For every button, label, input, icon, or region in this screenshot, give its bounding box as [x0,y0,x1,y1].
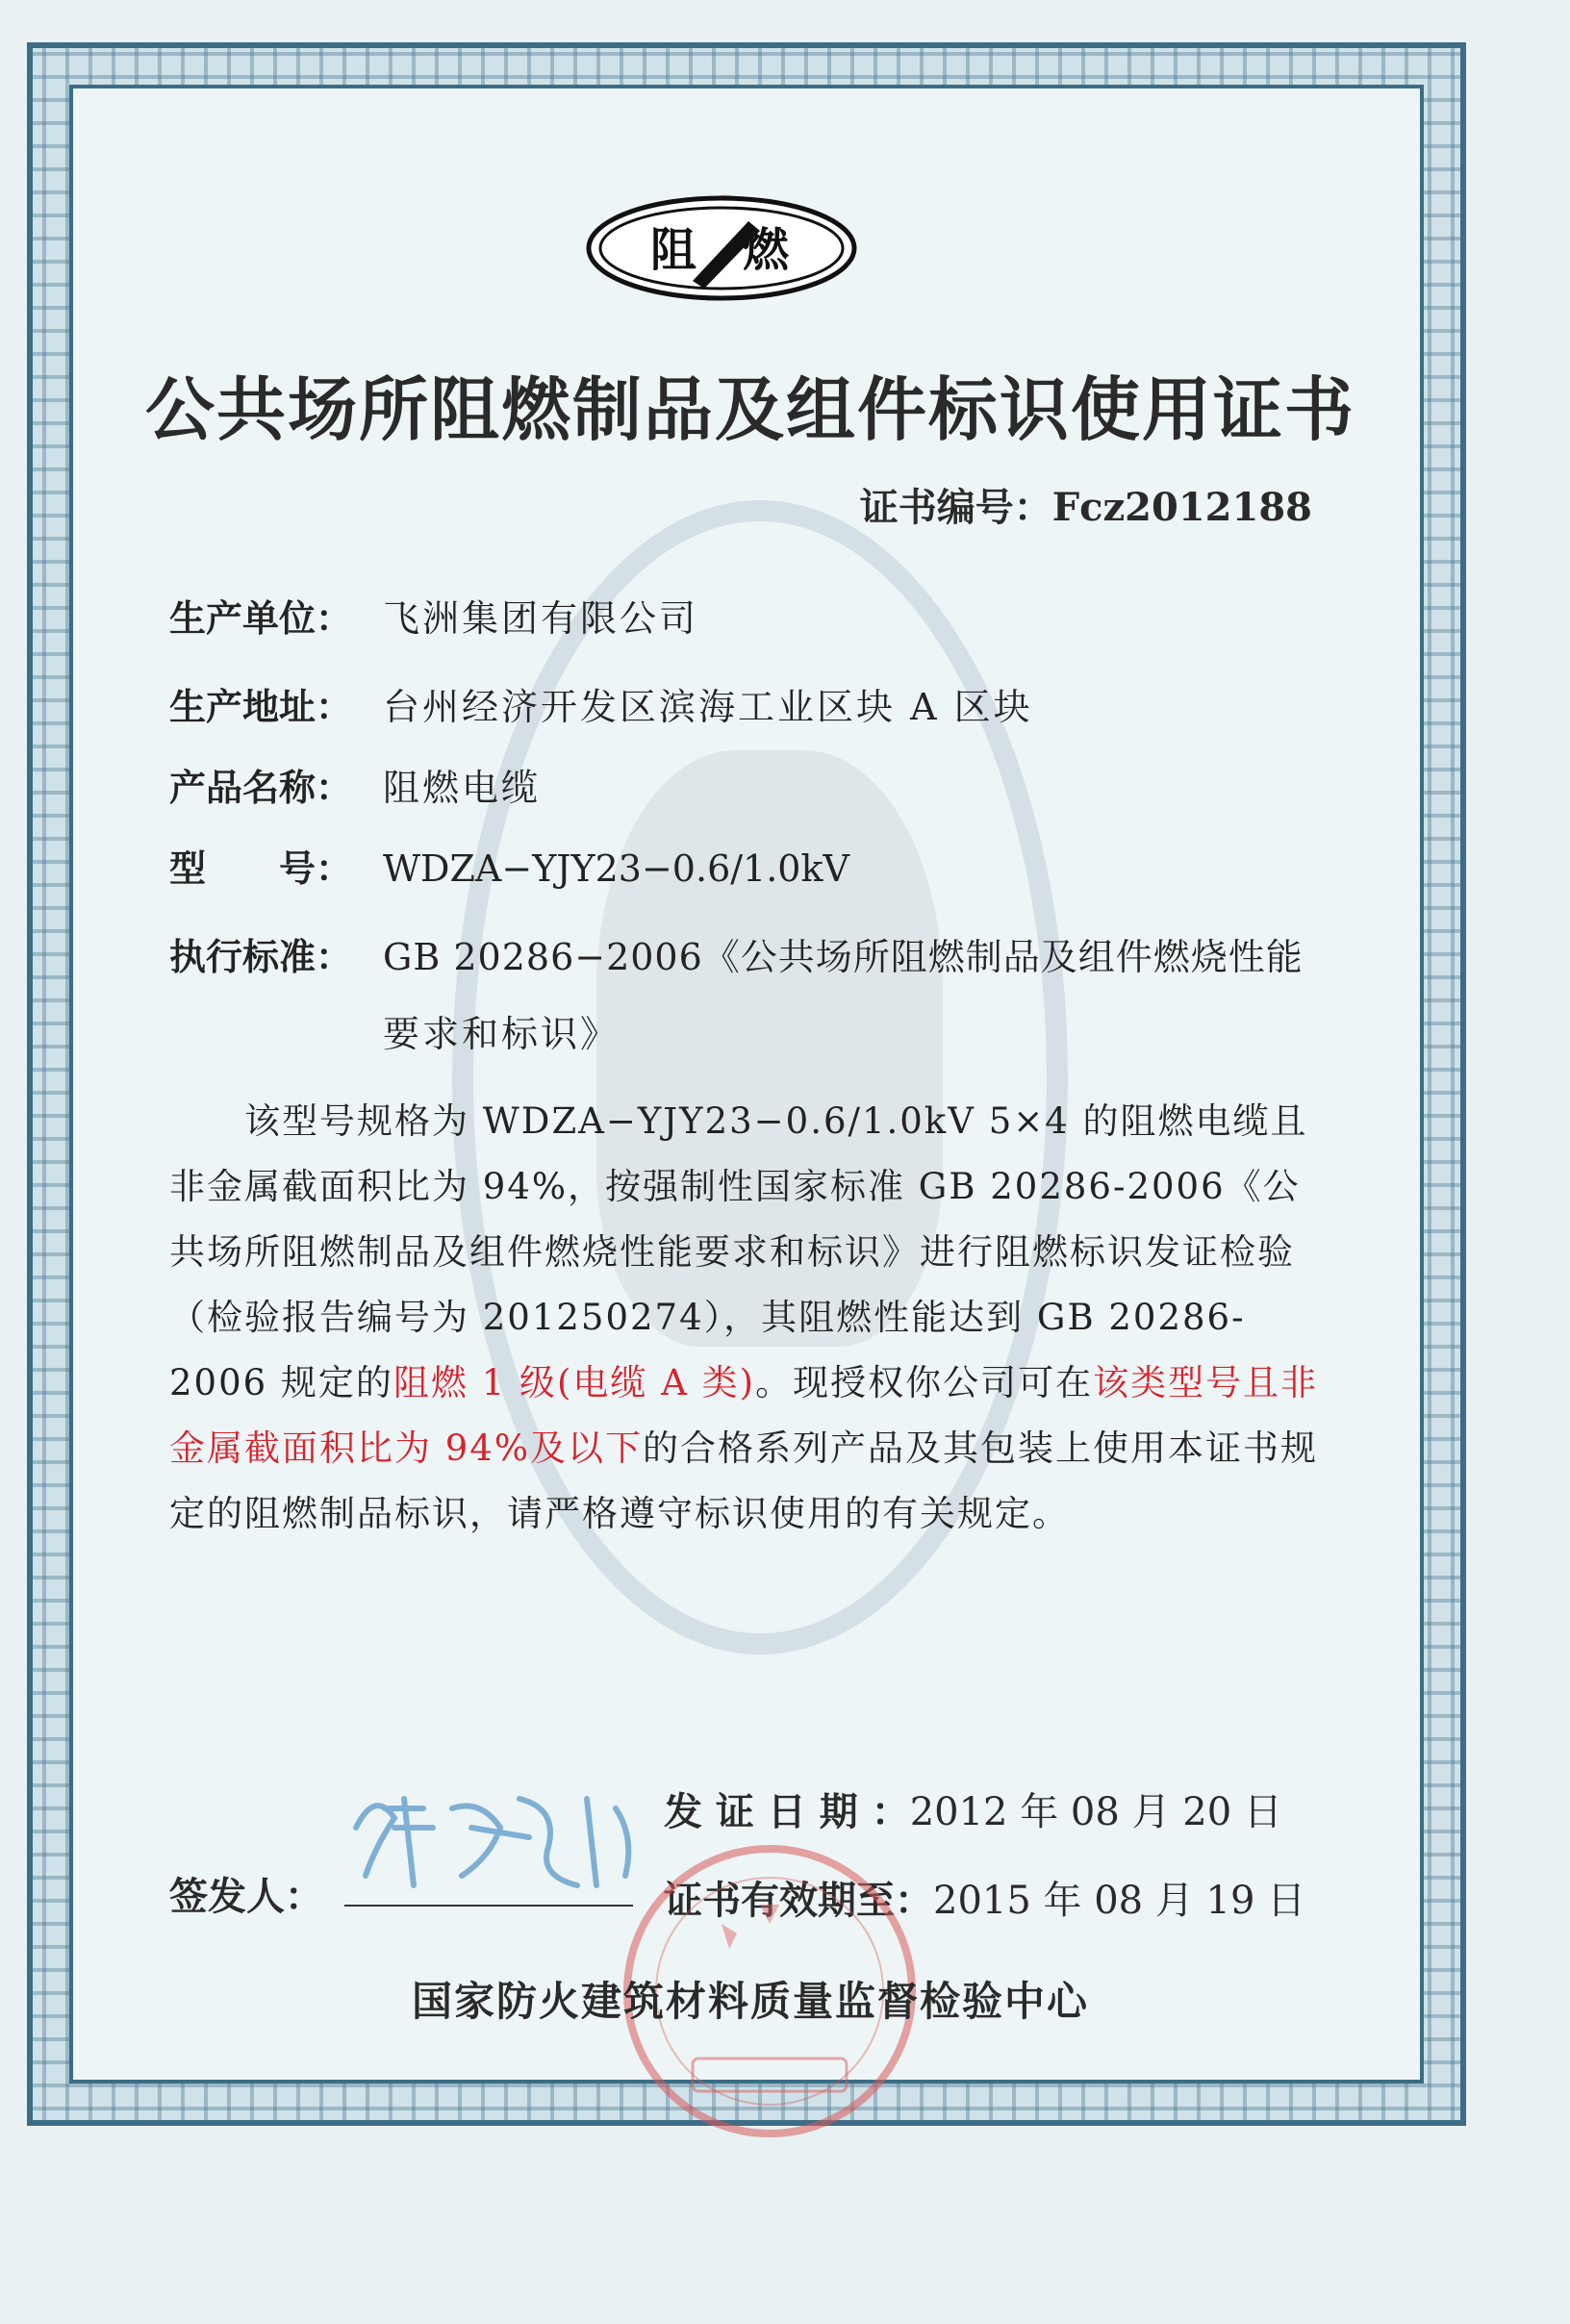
handwritten-signature [337,1770,654,1905]
field-standard [169,927,1304,980]
page-title: 公共场所阻燃制品及组件标识使用证书 [144,368,1355,450]
svg-text:燃: 燃 [742,223,790,277]
field-value-continued: 要求和标识》 [383,1013,620,1055]
field-label: 产品名称： [169,766,353,809]
body-text-3: 的合格系列产品及其包装上使用本证书规定的阻燃制品标识，请严格遵守标识使用的有关规定。 [169,1427,1318,1534]
valid-until-label: 证书有效期至： [664,1878,933,1923]
body-highlight-scope: 该类型号且非金属截面积比为 94%及以下 [169,1362,1319,1469]
field-standard-continued [383,1004,620,1057]
field-product-name [169,758,541,811]
body-paragraph [169,1089,1333,1547]
issue-date-value: 2012 年 08 月 20 日 [909,1790,1282,1834]
issuing-authority: 国家防火建筑材料质量监督检验中心 [411,1978,1089,2025]
signer-label: 签发人： [169,1874,323,1919]
field-address [169,677,1033,730]
field-value: 阻燃电缆 [383,767,542,809]
certificate-number-value: Fcz2012188 [1051,485,1312,530]
field-label: 生产单位： [169,596,353,640]
signature-line [344,1905,633,1907]
field-value: GB 20286−2006《公共场所阻燃制品及组件燃烧性能 [383,936,1304,978]
field-value: 台州经济开发区滨海工业区块 A 区块 [383,686,1033,728]
field-manufacturer [169,589,698,642]
field-label: 执行标准： [169,935,353,978]
logo-text: 阻 [649,223,697,277]
certificate-number [860,477,1312,532]
fire-retardant-logo [577,173,866,314]
certificate-number-label: 证书编号： [859,485,1052,530]
field-model [169,839,849,892]
body-text-2: 。现授权你公司可在 [755,1362,1094,1403]
body-text-1: 该型号规格为 WDZA−YJY23−0.6/1.0kV 5×4 的阻燃电缆且非金属截面积比为 94%，按强制性国家标准 GB 20286-2006《公共场所阻燃制品及组件燃烧性能要求和标识》进行阻燃标识发证检验（检验报告编号为 201250274），其阻燃性能达到 GB 20286-2006 规定的 [169,1100,1308,1403]
body-highlight-grade: 阻燃 1 级(电缆 A 类) [392,1362,756,1403]
field-label: 生产地址： [169,685,353,728]
valid-until-value: 2015 年 08 月 19 日 [933,1879,1306,1923]
field-value: WDZA−YJY23−0.6/1.0kV [383,847,849,890]
field-label: 型 号： [169,846,353,890]
issue-date-row [664,1781,1282,1836]
issue-date-label: 发 证 日 期 ： [664,1789,910,1834]
field-value: 飞洲集团有限公司 [383,597,699,640]
